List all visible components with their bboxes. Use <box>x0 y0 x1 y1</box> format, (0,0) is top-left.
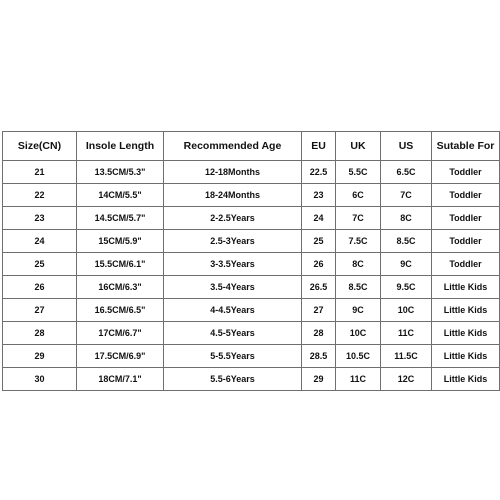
recommended-age-cell: 3.5-4Years <box>164 276 302 299</box>
suitable-for-cell: Toddler <box>432 184 500 207</box>
eu-size-cell: 23 <box>302 184 336 207</box>
insole-length-cell: 17CM/6.7" <box>77 322 164 345</box>
uk-size-cell: 10.5C <box>336 345 381 368</box>
eu-size-cell: 22.5 <box>302 161 336 184</box>
uk-size-cell: 11C <box>336 368 381 391</box>
size-cn-cell: 21 <box>3 161 77 184</box>
table-row <box>3 345 500 368</box>
size-cn-cell: 28 <box>3 322 77 345</box>
eu-size-cell: 27 <box>302 299 336 322</box>
insole-length-cell: 14.5CM/5.7" <box>77 207 164 230</box>
table-row <box>3 368 500 391</box>
size-cn-cell: 24 <box>3 230 77 253</box>
size-cn-cell: 29 <box>3 345 77 368</box>
recommended-age-cell: 3-3.5Years <box>164 253 302 276</box>
size-cn-cell: 26 <box>3 276 77 299</box>
eu-size-cell: 26 <box>302 253 336 276</box>
insole-length-cell: 17.5CM/6.9" <box>77 345 164 368</box>
us-size-cell: 9C <box>381 253 432 276</box>
insole-length-cell: 15.5CM/6.1" <box>77 253 164 276</box>
suitable-for-cell: Toddler <box>432 253 500 276</box>
table-body <box>3 161 500 391</box>
table-row <box>3 253 500 276</box>
suitable-for-cell: Little Kids <box>432 276 500 299</box>
eu-size-cell: 29 <box>302 368 336 391</box>
insole-length-cell: 16CM/6.3" <box>77 276 164 299</box>
suitable-for-cell: Little Kids <box>432 368 500 391</box>
suitable-for-cell: Little Kids <box>432 345 500 368</box>
suitable-for-cell: Toddler <box>432 230 500 253</box>
header-insole-length: Insole Length <box>77 132 164 161</box>
uk-size-cell: 7C <box>336 207 381 230</box>
us-size-cell: 8C <box>381 207 432 230</box>
recommended-age-cell: 2-2.5Years <box>164 207 302 230</box>
us-size-cell: 12C <box>381 368 432 391</box>
uk-size-cell: 6C <box>336 184 381 207</box>
us-size-cell: 7C <box>381 184 432 207</box>
insole-length-cell: 16.5CM/6.5" <box>77 299 164 322</box>
header-us: US <box>381 132 432 161</box>
size-chart-table <box>2 131 500 391</box>
uk-size-cell: 9C <box>336 299 381 322</box>
table-row <box>3 207 500 230</box>
insole-length-cell: 14CM/5.5" <box>77 184 164 207</box>
table-row <box>3 276 500 299</box>
suitable-for-cell: Little Kids <box>432 299 500 322</box>
header-eu: EU <box>302 132 336 161</box>
recommended-age-cell: 12-18Months <box>164 161 302 184</box>
recommended-age-cell: 18-24Months <box>164 184 302 207</box>
size-cn-cell: 25 <box>3 253 77 276</box>
recommended-age-cell: 4.5-5Years <box>164 322 302 345</box>
suitable-for-cell: Little Kids <box>432 322 500 345</box>
recommended-age-cell: 2.5-3Years <box>164 230 302 253</box>
eu-size-cell: 28.5 <box>302 345 336 368</box>
insole-length-cell: 18CM/7.1" <box>77 368 164 391</box>
table-row <box>3 184 500 207</box>
us-size-cell: 8.5C <box>381 230 432 253</box>
recommended-age-cell: 5.5-6Years <box>164 368 302 391</box>
eu-size-cell: 25 <box>302 230 336 253</box>
header-size-cn: Size(CN) <box>3 132 77 161</box>
us-size-cell: 9.5C <box>381 276 432 299</box>
size-cn-cell: 27 <box>3 299 77 322</box>
recommended-age-cell: 4-4.5Years <box>164 299 302 322</box>
header-suitable-for: Sutable For <box>432 132 500 161</box>
size-cn-cell: 23 <box>3 207 77 230</box>
us-size-cell: 10C <box>381 299 432 322</box>
eu-size-cell: 26.5 <box>302 276 336 299</box>
table-row <box>3 161 500 184</box>
uk-size-cell: 10C <box>336 322 381 345</box>
eu-size-cell: 28 <box>302 322 336 345</box>
recommended-age-cell: 5-5.5Years <box>164 345 302 368</box>
suitable-for-cell: Toddler <box>432 207 500 230</box>
suitable-for-cell: Toddler <box>432 161 500 184</box>
table-row <box>3 322 500 345</box>
insole-length-cell: 13.5CM/5.3" <box>77 161 164 184</box>
table-row <box>3 230 500 253</box>
table-header-row <box>3 132 500 161</box>
header-uk: UK <box>336 132 381 161</box>
insole-length-cell: 15CM/5.9" <box>77 230 164 253</box>
uk-size-cell: 8C <box>336 253 381 276</box>
uk-size-cell: 5.5C <box>336 161 381 184</box>
header-recommended-age: Recommended Age <box>164 132 302 161</box>
table-row <box>3 299 500 322</box>
us-size-cell: 11C <box>381 322 432 345</box>
us-size-cell: 11.5C <box>381 345 432 368</box>
size-cn-cell: 22 <box>3 184 77 207</box>
uk-size-cell: 8.5C <box>336 276 381 299</box>
size-cn-cell: 30 <box>3 368 77 391</box>
eu-size-cell: 24 <box>302 207 336 230</box>
us-size-cell: 6.5C <box>381 161 432 184</box>
uk-size-cell: 7.5C <box>336 230 381 253</box>
